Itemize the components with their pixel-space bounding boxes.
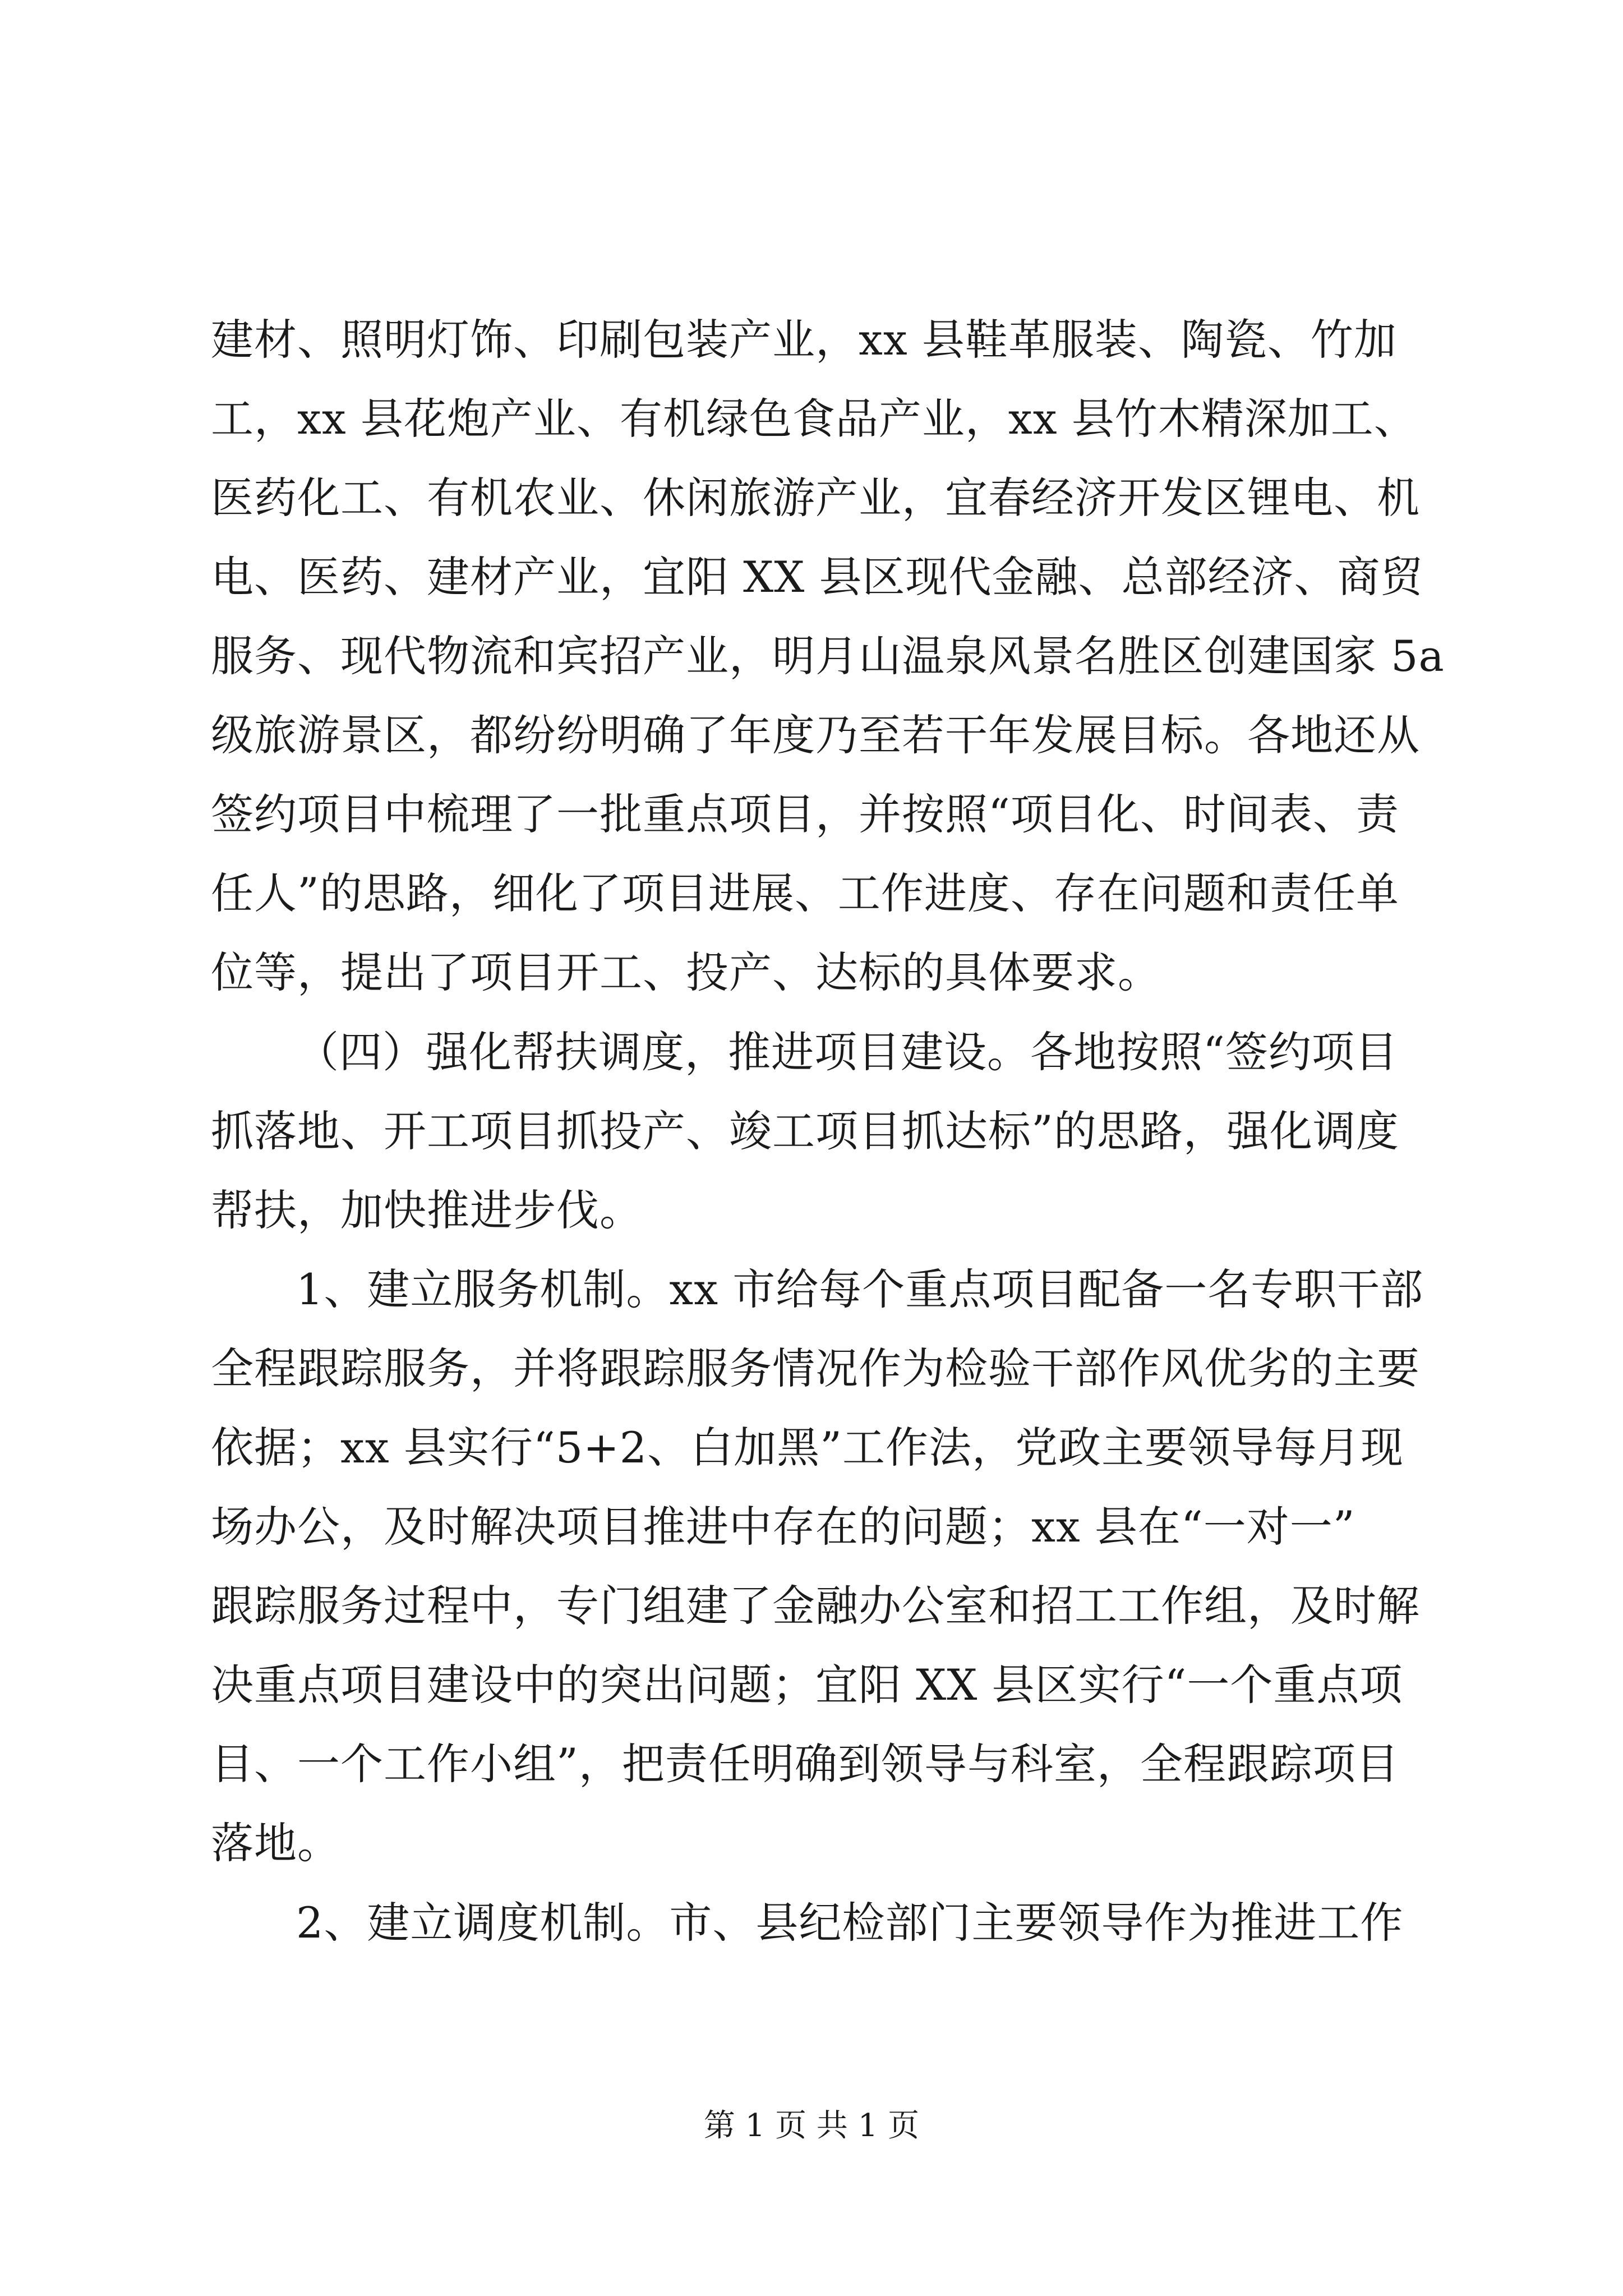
text-line: 服务、现代物流和宾招产业，明月山温泉风景名胜区创建国家 5a — [211, 631, 1445, 681]
text-line: 抓落地、开工项目抓投产、竣工项目抓达标”的思路，强化调度 — [211, 1106, 1399, 1156]
text-line: 跟踪服务过程中，专门组建了金融办公室和招工工作组，及时解 — [211, 1581, 1420, 1631]
paragraph-start-line: 1、建立服务机制。xx 市给每个重点项目配备一名专职干部 — [296, 1264, 1424, 1314]
text-line: 决重点项目建设中的突出问题；宜阳 XX 县区实行“一个重点项 — [211, 1660, 1403, 1710]
text-line: 任人”的思路，细化了项目进展、工作进度、存在问题和责任单 — [211, 868, 1399, 918]
text-line: 签约项目中梳理了一批重点项目，并按照“项目化、时间表、责 — [211, 789, 1399, 839]
text-line: 建材、照明灯饰、印刷包装产业，xx 县鞋革服装、陶瓷、竹加 — [211, 315, 1397, 365]
text-line: 医药化工、有机农业、休闲旅游产业，宜春经济开发区锂电、机 — [211, 473, 1420, 523]
text-line: 全程跟踪服务，并将跟踪服务情况作为检验干部作风优劣的主要 — [211, 1343, 1420, 1393]
text-line: 依据；xx 县实行“5+2、白加黑”工作法，党政主要领导每月现 — [211, 1423, 1404, 1473]
text-line: 级旅游景区，都纷纷明确了年度乃至若干年发展目标。各地还从 — [211, 710, 1420, 760]
paragraph-start-line: 2、建立调度机制。市、县纪检部门主要领导作为推进工作 — [296, 1898, 1404, 1948]
text-line: 落地。 — [211, 1818, 340, 1868]
section-heading-line: （四）强化帮扶调度，推进项目建设。各地按照“签约项目 — [296, 1027, 1398, 1077]
text-line: 电、医药、建材产业，宜阳 XX 县区现代金融、总部经济、商贸 — [211, 552, 1424, 602]
text-line: 工，xx 县花炮产业、有机绿色食品产业，xx 县竹木精深加工、 — [211, 394, 1417, 444]
text-line: 场办公，及时解决项目推进中存在的问题；xx 县在“一对一” — [211, 1502, 1355, 1552]
text-line: 帮扶，加快推进步伐。 — [211, 1185, 643, 1235]
text-line: 目、一个工作小组”，把责任明确到领导与科室，全程跟踪项目 — [211, 1739, 1399, 1789]
page-footer: 第 1 页 共 1 页 — [703, 2108, 920, 2144]
text-line: 位等，提出了项目开工、投产、达标的具体要求。 — [211, 947, 1161, 997]
